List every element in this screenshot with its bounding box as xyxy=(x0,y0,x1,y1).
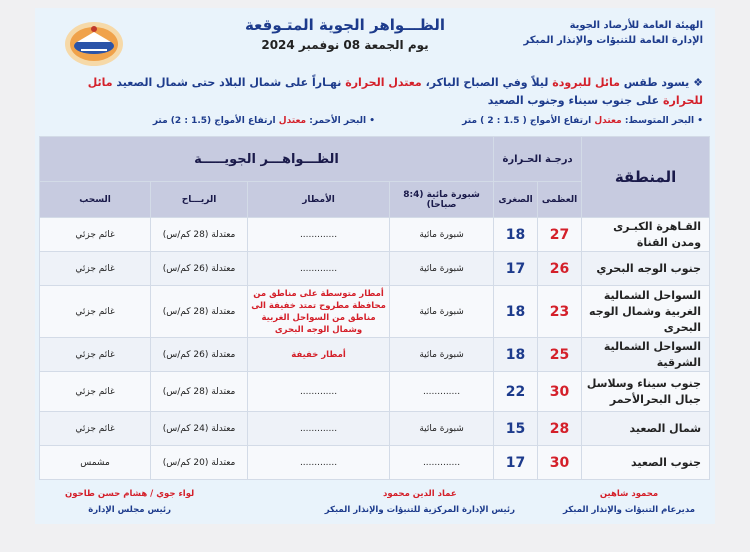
weather-summary xyxy=(53,74,703,110)
rain-cell: أمطار خفيفة xyxy=(248,338,390,372)
fog-cell: شبورة مائية xyxy=(390,218,494,252)
table-row xyxy=(40,446,710,480)
summary-text-3: نهـاراً على شمال البلاد حتى شمال الصعيد xyxy=(112,76,346,89)
red-sea-state xyxy=(153,116,375,126)
signature-block-2 xyxy=(325,486,515,518)
min-temp-cell: 17 xyxy=(494,252,538,286)
summary-highlight-2: معتدل الحرارة xyxy=(345,76,422,89)
table-row xyxy=(40,412,710,446)
signatures-footer xyxy=(35,486,715,522)
max-temp-header: العظمى xyxy=(538,182,582,218)
fog-cell: شبورة مائية xyxy=(390,338,494,372)
summary-text-4: على جنوب سيناء وجنوب الصعيد xyxy=(487,94,663,107)
cloud-cell: غائم جزئي xyxy=(40,338,151,372)
page-title-block xyxy=(235,16,455,52)
cloud-cell: غائم جزئي xyxy=(40,412,151,446)
fog-cell: ............. xyxy=(390,372,494,412)
table-row xyxy=(40,252,710,286)
signature-role-3: رئيس مجلس الإدارة xyxy=(88,505,172,515)
signature-name-2: عماد الدين محمود xyxy=(383,489,457,499)
summary-highlight-1: مائل للبرودة xyxy=(552,76,620,89)
min-temp-cell: 15 xyxy=(494,412,538,446)
region-cell: جنوب الوجه البحري xyxy=(582,252,710,286)
region-cell: شمال الصعيد xyxy=(582,412,710,446)
organization-name xyxy=(524,18,704,48)
cloud-cell: غائم جزئي xyxy=(40,252,151,286)
min-temp-cell: 18 xyxy=(494,338,538,372)
forecast-table-container xyxy=(39,136,709,480)
wind-cell: معتدلة (28 كم/س) xyxy=(151,286,248,338)
fog-cell: ............. xyxy=(390,446,494,480)
cloud-cell: غائم جزئي xyxy=(40,372,151,412)
med-sea-waves: ارتفاع الأمواج ( 1.5 : 2 ) متر xyxy=(462,116,595,126)
region-cell: السواحل الشمالية الغربية وشمال الوجه البحرى xyxy=(582,286,710,338)
summary-highlight-3: مائل للحرارة xyxy=(87,76,703,107)
signature-block-3 xyxy=(65,486,194,518)
wind-cell: معتدلة (28 كم/س) xyxy=(151,218,248,252)
summary-text-2: ليلاً وفي الصباح الباكر، xyxy=(421,76,553,89)
min-temp-cell: 18 xyxy=(494,286,538,338)
phenomena-header: الظـــواهـــر الجويـــــة xyxy=(40,137,494,182)
max-temp-cell: 30 xyxy=(538,446,582,480)
fog-cell: شبورة مائية xyxy=(390,412,494,446)
signature-block-1 xyxy=(563,486,695,518)
forecast-date: يوم الجمعة 08 نوفمبر 2024 xyxy=(261,38,429,52)
red-sea-waves: ارتفاع الأمواج (1.5 : 2) متر xyxy=(152,116,279,126)
cloud-cell: مشمس xyxy=(40,446,151,480)
page-title: الظـــواهر الجوية المتـوقعة xyxy=(244,16,446,34)
signature-name-1: محمود شاهين xyxy=(599,489,659,499)
rain-header: الأمطار xyxy=(248,182,390,218)
fog-cell: شبورة مائية xyxy=(390,252,494,286)
summary-text-1: يسود طقس xyxy=(619,76,690,89)
min-temp-cell: 22 xyxy=(494,372,538,412)
mediterranean-sea-state xyxy=(462,116,703,126)
rain-cell: ............. xyxy=(248,218,390,252)
med-sea-state: معتدل xyxy=(594,116,622,126)
forecast-table xyxy=(39,136,710,480)
signature-role-2: رئيس الإدارة المركزية للتنبؤات والإنذار المبكر xyxy=(324,505,515,515)
wind-cell: معتدلة (26 كم/س) xyxy=(151,338,248,372)
cloud-header: السحب xyxy=(40,182,151,218)
fog-header: شبورة مائية (8:4 صباحا) xyxy=(390,182,494,218)
min-temp-cell: 17 xyxy=(494,446,538,480)
table-row xyxy=(40,338,710,372)
org-line-2: الإدارة العامة للتنبؤات والإنذار المبكر xyxy=(523,35,703,46)
red-sea-label: • البحر الأحمر: xyxy=(306,116,375,126)
table-row xyxy=(40,218,710,252)
wind-cell: معتدلة (26 كم/س) xyxy=(151,252,248,286)
fog-cell: شبورة مائية xyxy=(390,286,494,338)
region-cell: جنوب الصعيد xyxy=(582,446,710,480)
max-temp-cell: 26 xyxy=(538,252,582,286)
cloud-cell: غائم جزئي xyxy=(40,218,151,252)
cloud-cell: غائم جزئي xyxy=(40,286,151,338)
table-row xyxy=(40,286,710,338)
max-temp-cell: 28 xyxy=(538,412,582,446)
ema-logo-icon xyxy=(63,20,125,68)
rain-cell: ............. xyxy=(248,412,390,446)
region-header: المنطقة xyxy=(582,137,710,218)
red-sea-state-value: معتدل xyxy=(278,116,307,126)
wind-cell: معتدلة (28 كم/س) xyxy=(151,372,248,412)
region-cell: جنوب سيناء وسلاسل جبال البحرالأحمر xyxy=(582,372,710,412)
med-sea-label: • البحر المتوسط: xyxy=(621,116,703,126)
org-line-1: الهيئة العامة للأرصاد الجوية xyxy=(569,20,703,31)
max-temp-cell: 27 xyxy=(538,218,582,252)
signature-role-1: مديرعام التنبؤات والإنذار المبكر xyxy=(563,505,695,515)
max-temp-cell: 23 xyxy=(538,286,582,338)
max-temp-cell: 25 xyxy=(538,338,582,372)
min-temp-cell: 18 xyxy=(494,218,538,252)
wind-cell: معتدلة (24 كم/س) xyxy=(151,412,248,446)
max-temp-cell: 30 xyxy=(538,372,582,412)
table-row xyxy=(40,372,710,412)
region-cell: السواحل الشمالية الشرقية xyxy=(582,338,710,372)
forecast-sheet xyxy=(35,8,715,524)
wind-header: الريـــاح xyxy=(151,182,248,218)
min-temp-header: الصغرى xyxy=(494,182,538,218)
region-cell: القـاهرة الكبـرى ومدن القناة xyxy=(582,218,710,252)
rain-cell: ............. xyxy=(248,252,390,286)
temperature-header: درجـة الحـرارة xyxy=(494,137,582,182)
rain-cell: ............. xyxy=(248,372,390,412)
summary-bullet: ❖ xyxy=(693,76,703,89)
rain-cell: ............. xyxy=(248,446,390,480)
rain-cell: أمطار متوسطة على مناطق من محافظة مطروح تمتد خفيفة الى مناطق من السواحل الغربية وشمال الوجه البحرى xyxy=(248,286,390,338)
wind-cell: معتدلة (20 كم/س) xyxy=(151,446,248,480)
signature-name-3: لواء جوي / هشام حسن طاحون xyxy=(65,489,195,499)
